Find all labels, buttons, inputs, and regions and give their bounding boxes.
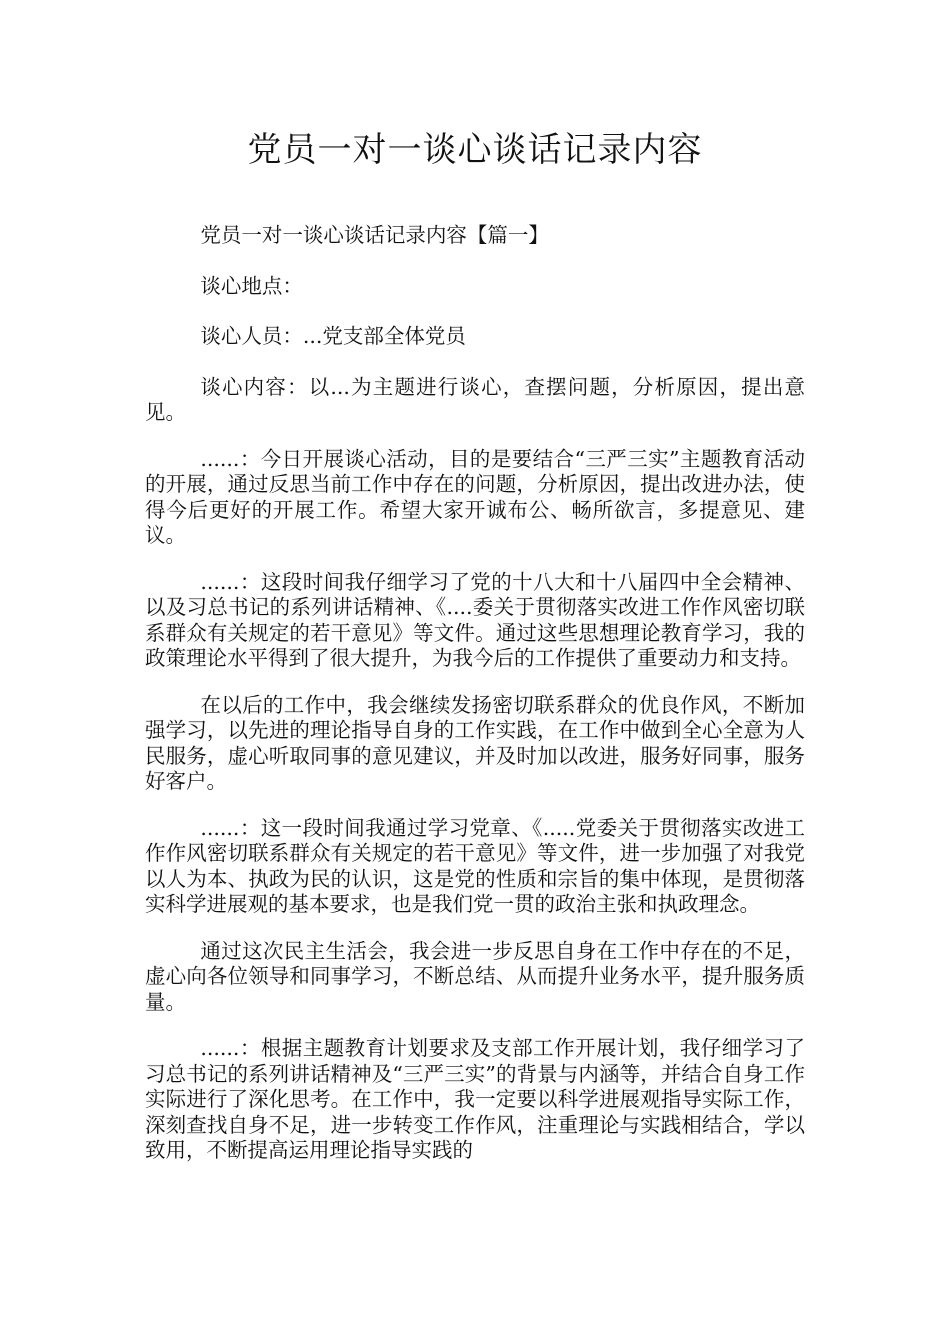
paragraph: 在以后的工作中，我会继续发扬密切联系群众的优良作风，不断加强学习，以先进的理论指导自身的工作实践，在工作中做到全心全意为人民服务，虚心听取同事的意见建议，并及时加以改进，服务好同事，服务好客户。 bbox=[145, 692, 805, 793]
document-body bbox=[145, 223, 805, 1185]
document-title: 党员一对一谈心谈话记录内容 bbox=[247, 130, 703, 170]
talk-participants: 谈心人员：...党支部全体党员 bbox=[200, 324, 466, 348]
paragraph: ......：这一段时间我通过学习党章、《.....党委关于贯彻落实改进工作作风密切联系群众有关规定的若干意见》等文件，进一步加强了对我党以人为本、执政为民的认识，这是党的性质和宗旨的集中体现，是贯彻落实科学进展观的基本要求，也是我们党一贯的政治主张和执政理念。 bbox=[145, 815, 805, 916]
paragraph: ......：今日开展谈心活动，目的是要结合“三严三实”主题教育活动的开展，通过反思当前工作中存在的问题，分析原因，提出改进办法，使得今后更好的开展工作。希望大家开诚布公、畅所欲言，多提意见、建议。 bbox=[145, 446, 805, 547]
paragraph: 通过这次民主生活会，我会进一步反思自身在工作中存在的不足，虚心向各位领导和同事学习，不断总结、从而提升业务水平，提升服务质量。 bbox=[145, 938, 805, 1014]
paragraph: ......：根据主题教育计划要求及支部工作开展计划，我仔细学习了习总书记的系列讲话精神及“三严三实”的背景与内涵等，并结合自身工作实际进行了深化思考。在工作中，我一定要以科学进展观指导实际工作，深刻查找自身不足，进一步转变工作作风，注重理论与实践相结合，学以致用，不断提高运用理论指导实践的 bbox=[145, 1036, 805, 1162]
talk-content: 谈心内容：以...为主题进行谈心，查摆问题，分析原因，提出意见。 bbox=[145, 374, 805, 424]
talk-location: 谈心地点： bbox=[200, 273, 303, 298]
section-heading: 党员一对一谈心谈话记录内容【篇一】 bbox=[200, 223, 549, 247]
paragraph: ......：这段时间我仔细学习了党的十八大和十八届四中全会精神、以及习总书记的系列讲话精神、《....委关于贯彻落实改进工作作风密切联系群众有关规定的若干意见》等文件。通过这些思想理论教育学习，我的政策理论水平得到了很大提升，为我今后的工作提供了重要动力和支持。 bbox=[145, 569, 805, 670]
